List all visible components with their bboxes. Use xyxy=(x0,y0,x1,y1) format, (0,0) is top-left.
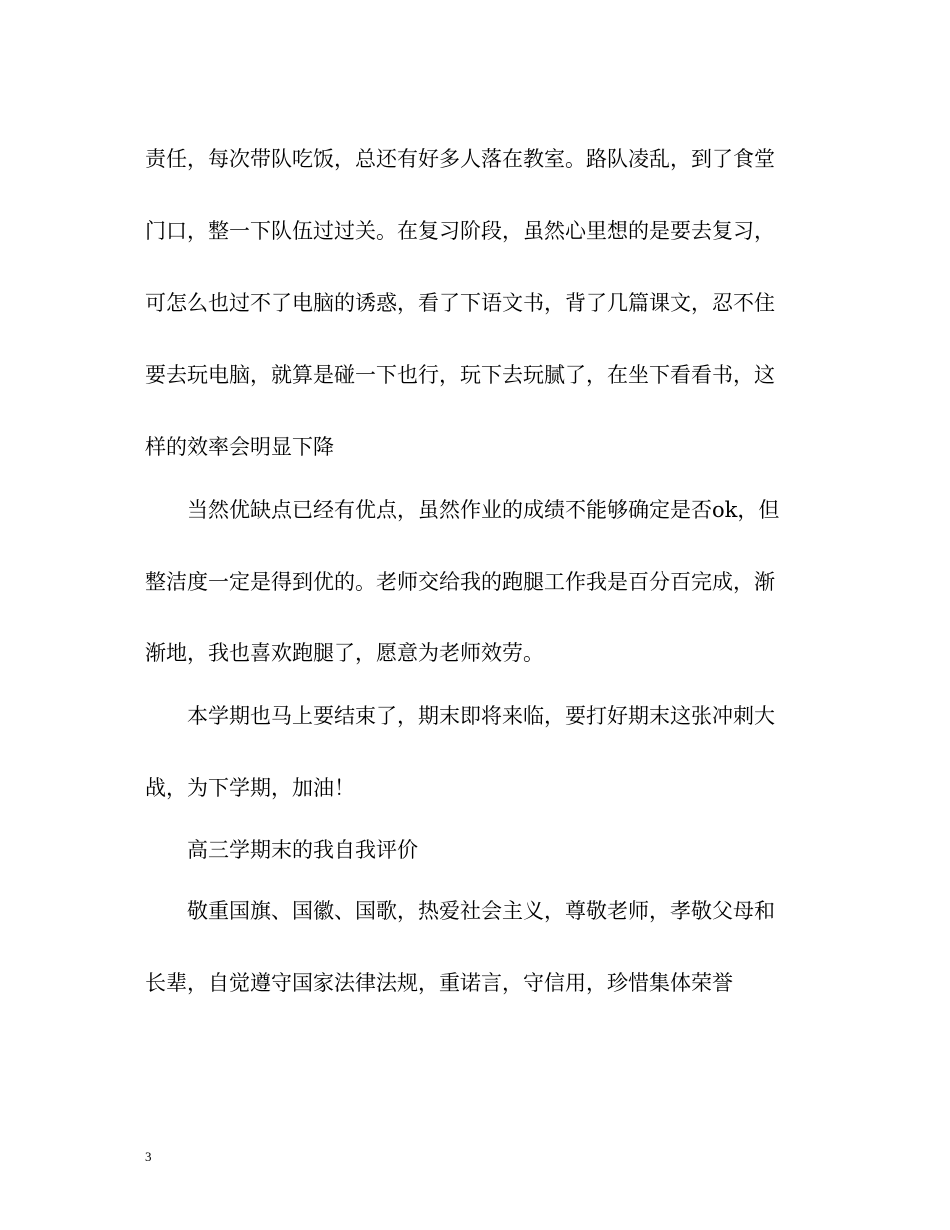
text-line-8: 渐地，我也喜欢跑腿了，愿意为老师效劳。 xyxy=(145,641,544,665)
section-heading: 高三学期末的我自我评价 xyxy=(187,838,418,862)
text-line-6: 当然优缺点已经有优点，虽然作业的成绩不能够确定是否ok，但 xyxy=(187,498,780,522)
text-line-2: 门口，整一下队伍过过关。在复习阶段，虽然心里想的是要去复习， xyxy=(145,219,775,243)
text-line-10: 战，为下学期，加油！ xyxy=(145,776,355,800)
text-line-3: 可怎么也过不了电脑的诱惑，看了下语文书，背了几篇课文，忍不住 xyxy=(145,291,775,315)
text-line-13: 长辈，自觉遵守国家法律法规，重诺言，守信用，珍惜集体荣誉 xyxy=(145,971,733,995)
text-line-1: 责任，每次带队吃饭，总还有好多人落在教室。路队凌乱，到了食堂 xyxy=(145,147,775,171)
text-line-12: 敬重国旗、国徽、国歌，热爱社会主义，尊敬老师，孝敬父母和 xyxy=(187,899,775,923)
page-number: 3 xyxy=(145,1149,152,1164)
text-line-7: 整洁度一定是得到优的。老师交给我的跑腿工作我是百分百完成，渐 xyxy=(145,570,775,594)
text-line-4: 要去玩电脑，就算是碰一下也行，玩下去玩腻了，在坐下看看书，这 xyxy=(145,363,775,387)
text-line-9: 本学期也马上要结束了，期末即将来临，要打好期末这张冲刺大 xyxy=(187,704,775,728)
text-line-5: 样的效率会明显下降 xyxy=(145,435,334,459)
